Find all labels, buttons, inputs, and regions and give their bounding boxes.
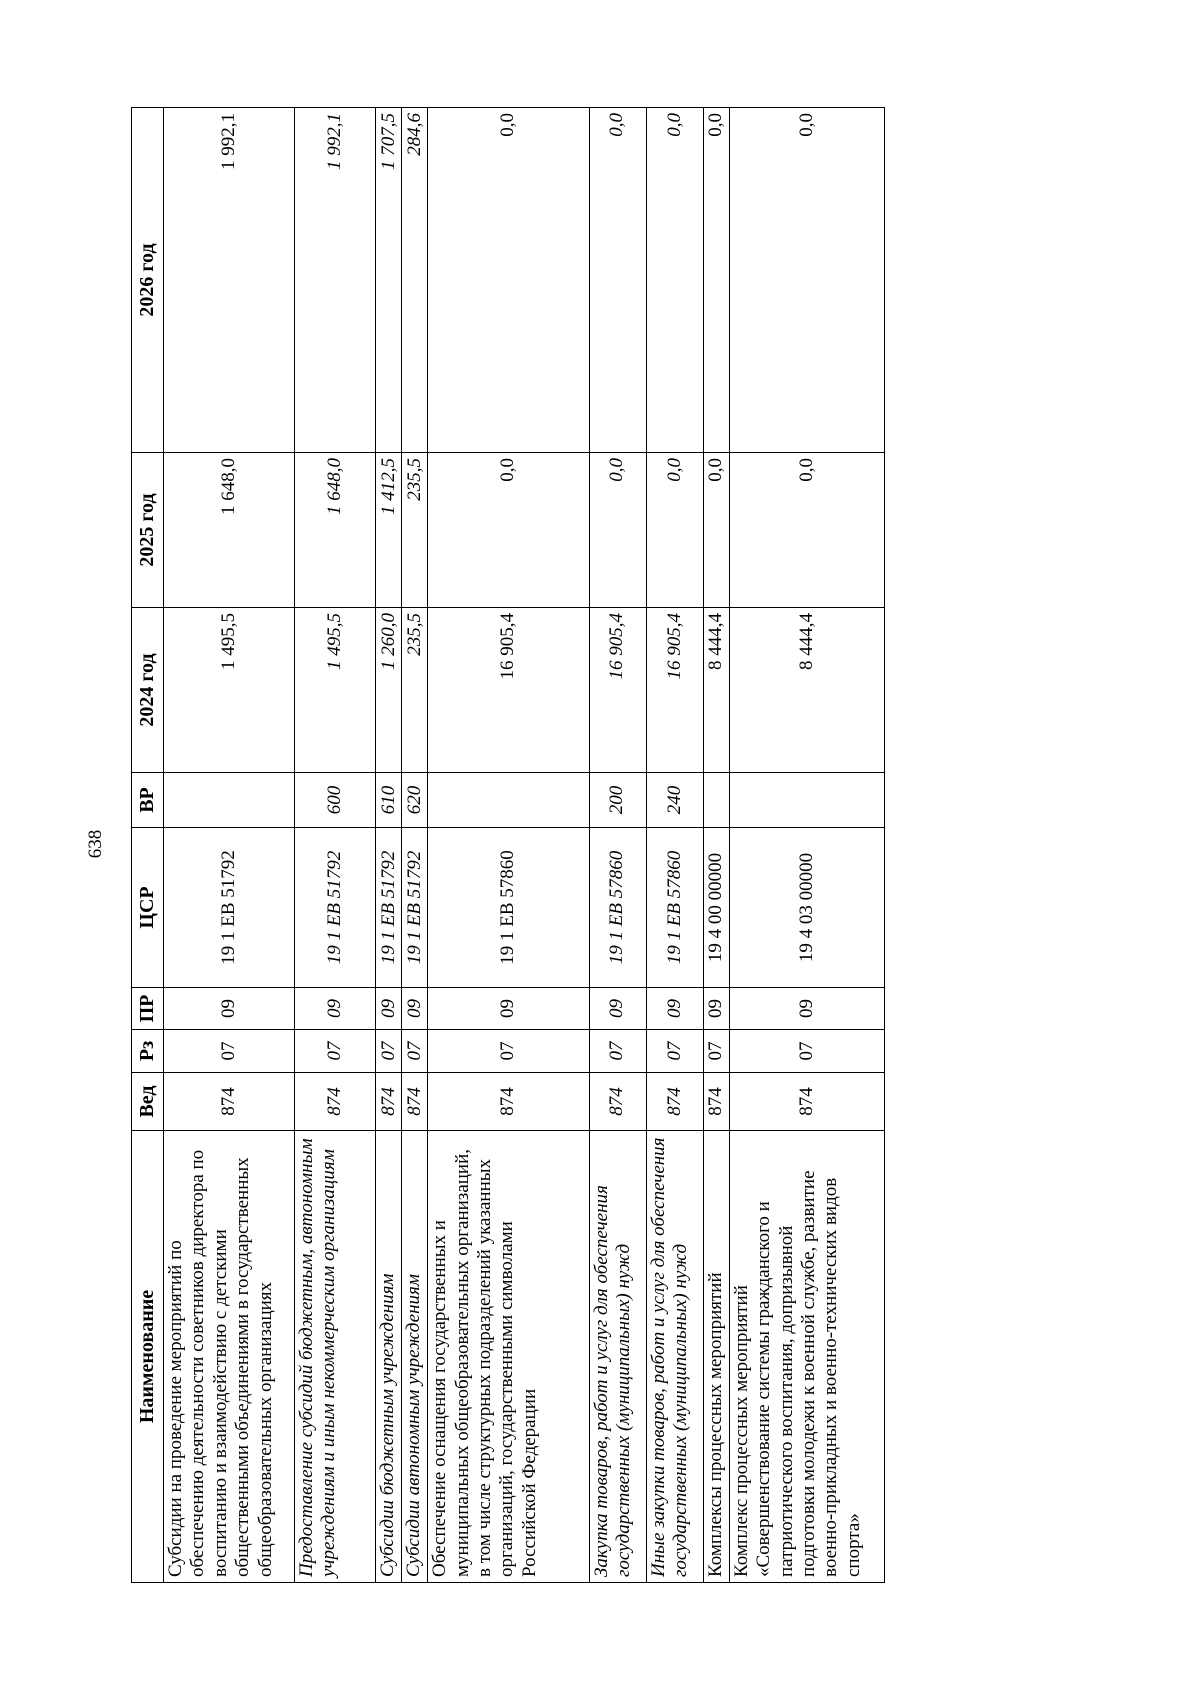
- cell-vr: 200: [589, 773, 646, 828]
- cell-y2025: 0,0: [589, 453, 646, 608]
- cell-pr: 09: [428, 988, 589, 1030]
- cell-y2025: 1 648,0: [294, 453, 376, 608]
- cell-csr: 19 4 03 00000: [729, 828, 884, 988]
- cell-y2024: 16 905,4: [428, 608, 589, 773]
- cell-name: Комплексы процессных мероприятий: [703, 1131, 729, 1583]
- cell-vr: 600: [294, 773, 376, 828]
- cell-ved: 874: [589, 1073, 646, 1131]
- cell-name: Субсидии на проведение мероприятий по обеспечению деятельности советников директора по воспитанию и взаимодействию с детскими общественными объединениями в государственных общеобразовательных организациях: [164, 1131, 295, 1583]
- cell-rz: 07: [589, 1030, 646, 1073]
- cell-csr: 19 1 EB 51792: [294, 828, 376, 988]
- cell-y2025: 0,0: [428, 453, 589, 608]
- cell-csr: 19 1 EB 51792: [376, 828, 402, 988]
- cell-y2024: 1 260,0: [376, 608, 402, 773]
- cell-name: Субсидии автономным учреждениям: [402, 1131, 428, 1583]
- cell-vr: 620: [402, 773, 428, 828]
- cell-y2024: 16 905,4: [646, 608, 703, 773]
- table-body: [164, 108, 885, 1583]
- cell-ved: 874: [703, 1073, 729, 1131]
- cell-pr: 09: [729, 988, 884, 1030]
- cell-ved: 874: [376, 1073, 402, 1131]
- table-row: [589, 108, 646, 1583]
- cell-csr: 19 4 00 00000: [703, 828, 729, 988]
- cell-csr: 19 1 EB 57860: [428, 828, 589, 988]
- table-row: [646, 108, 703, 1583]
- cell-rz: 07: [402, 1030, 428, 1073]
- cell-y2026: 1 707,5: [376, 108, 402, 453]
- cell-vr: [428, 773, 589, 828]
- cell-pr: 09: [703, 988, 729, 1030]
- cell-name: Предоставление субсидий бюджетным, автономным учреждениям и иным некоммерческим организациям: [294, 1131, 376, 1583]
- cell-name: Иные закупки товаров, работ и услуг для обеспечения государственных (муниципальных) нужд: [646, 1131, 703, 1583]
- cell-ved: 874: [294, 1073, 376, 1131]
- cell-csr: 19 1 EB 51792: [164, 828, 295, 988]
- cell-y2026: 1 992,1: [164, 108, 295, 453]
- cell-name: Закупка товаров, работ и услуг для обеспечения государственных (муниципальных) нужд: [589, 1131, 646, 1583]
- cell-pr: 09: [646, 988, 703, 1030]
- header-row: [132, 108, 164, 1583]
- cell-y2024: 8 444,4: [729, 608, 884, 773]
- cell-rz: 07: [703, 1030, 729, 1073]
- cell-rz: 07: [294, 1030, 376, 1073]
- page-number: 638: [85, 829, 106, 859]
- cell-vr: 610: [376, 773, 402, 828]
- cell-vr: [164, 773, 295, 828]
- cell-name: Субсидии бюджетным учреждениям: [376, 1131, 402, 1583]
- cell-y2024: 16 905,4: [589, 608, 646, 773]
- table-row: [703, 108, 729, 1583]
- cell-pr: 09: [376, 988, 402, 1030]
- cell-y2026: 0,0: [729, 108, 884, 453]
- cell-y2026: 284,6: [402, 108, 428, 453]
- cell-y2026: 0,0: [589, 108, 646, 453]
- cell-y2025: 235,5: [402, 453, 428, 608]
- cell-ved: 874: [729, 1073, 884, 1131]
- cell-y2026: 0,0: [703, 108, 729, 453]
- header-name: Наименование: [132, 1131, 164, 1583]
- cell-name: Комплекс процессных мероприятий «Совершенствование системы гражданского и патриотического воспитания, допризывной подготовки молодежи к военной службе, развитие военно-прикладных и военно-технических видов спорта»: [729, 1131, 884, 1583]
- cell-ved: 874: [646, 1073, 703, 1131]
- cell-vr: 240: [646, 773, 703, 828]
- cell-y2024: 235,5: [402, 608, 428, 773]
- cell-y2025: 0,0: [646, 453, 703, 608]
- cell-pr: 09: [402, 988, 428, 1030]
- cell-rz: 07: [729, 1030, 884, 1073]
- cell-csr: 19 1 EB 57860: [589, 828, 646, 988]
- table-row: [729, 108, 884, 1583]
- cell-ved: 874: [164, 1073, 295, 1131]
- table-rotated-wrapper: [131, 108, 885, 1583]
- cell-pr: 09: [294, 988, 376, 1030]
- cell-y2024: 8 444,4: [703, 608, 729, 773]
- cell-y2026: 1 992,1: [294, 108, 376, 453]
- header-rz: Рз: [132, 1030, 164, 1073]
- cell-pr: 09: [164, 988, 295, 1030]
- cell-rz: 07: [164, 1030, 295, 1073]
- cell-y2025: 1 412,5: [376, 453, 402, 608]
- table-row: [402, 108, 428, 1583]
- cell-ved: 874: [402, 1073, 428, 1131]
- header-2025: 2025 год: [132, 453, 164, 608]
- table-row: [164, 108, 295, 1583]
- table-row: [428, 108, 589, 1583]
- cell-y2026: 0,0: [428, 108, 589, 453]
- header-pr: ПР: [132, 988, 164, 1030]
- cell-y2025: 1 648,0: [164, 453, 295, 608]
- cell-csr: 19 1 EB 57860: [646, 828, 703, 988]
- cell-rz: 07: [376, 1030, 402, 1073]
- cell-vr: [729, 773, 884, 828]
- cell-name: Обеспечение оснащения государственных и муниципальных общеобразовательных организаций, в том числе структурных подразделений указанных организаций, государственными символами Российской Федерации: [428, 1131, 589, 1583]
- budget-table: [131, 107, 885, 1583]
- cell-pr: 09: [589, 988, 646, 1030]
- table-row: [294, 108, 376, 1583]
- header-ved: Вед: [132, 1073, 164, 1131]
- cell-y2025: 0,0: [703, 453, 729, 608]
- cell-vr: [703, 773, 729, 828]
- header-vr: ВР: [132, 773, 164, 828]
- cell-y2026: 0,0: [646, 108, 703, 453]
- cell-rz: 07: [646, 1030, 703, 1073]
- cell-y2025: 0,0: [729, 453, 884, 608]
- cell-ved: 874: [428, 1073, 589, 1131]
- header-2024: 2024 год: [132, 608, 164, 773]
- table-container: [131, 108, 885, 1583]
- cell-rz: 07: [428, 1030, 589, 1073]
- table-row: [376, 108, 402, 1583]
- cell-y2024: 1 495,5: [294, 608, 376, 773]
- header-2026: 2026 год: [132, 108, 164, 453]
- header-csr: ЦСР: [132, 828, 164, 988]
- cell-csr: 19 1 EB 51792: [402, 828, 428, 988]
- cell-y2024: 1 495,5: [164, 608, 295, 773]
